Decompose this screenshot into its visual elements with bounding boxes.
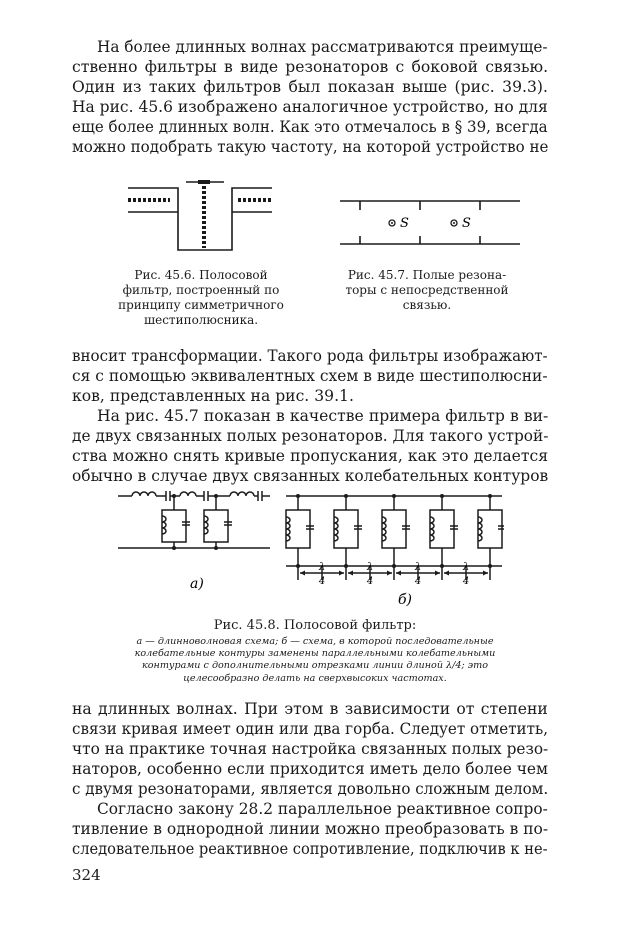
para1-line: ственно фильтры в виде резонаторов с боковой связью. bbox=[72, 58, 549, 76]
para4-line: на длинных волнах. При этом в зависимости от степени bbox=[72, 700, 548, 718]
lambda-label: λ bbox=[366, 562, 374, 573]
para1-line: Один из таких фильтров был показан выше (рис. 39.3). bbox=[72, 78, 548, 96]
figure-45-8b-label: б) bbox=[398, 592, 413, 608]
caption-line: связью. bbox=[402, 298, 452, 312]
para5-line: следовательное реактивное сопротивление, подключив к не- bbox=[72, 840, 548, 858]
para4-line: что на практике точная настройка связанных полых резо- bbox=[72, 740, 549, 758]
lambda-label: 4 bbox=[366, 576, 374, 587]
resonator-1-label: S bbox=[400, 216, 409, 231]
note-line: колебательные контуры заменены параллельными колебательными bbox=[134, 648, 496, 660]
page-number: 324 bbox=[72, 866, 101, 884]
lambda-label: λ bbox=[318, 562, 326, 573]
para2-line: ся с помощью эквивалентных схем в виде шестиполюсни- bbox=[72, 367, 548, 385]
note-line: а — длинноволновая схема; б — схема, в которой последовательные bbox=[136, 636, 494, 647]
para3-line: обычно в случае двух связанных колебательных контуров bbox=[72, 467, 549, 485]
lambda-label: 4 bbox=[462, 576, 470, 587]
para4-line: связи кривая имеет один или два горба. Следует отметить, bbox=[72, 720, 549, 738]
para1-line: На рис. 45.6 изображено аналогичное устройство, но для bbox=[72, 98, 548, 116]
caption-line: торы с непосредственной bbox=[345, 283, 509, 297]
resonator-2-label: S bbox=[462, 216, 471, 231]
figure-45-8a-label: а) bbox=[190, 576, 204, 592]
para1-line: На более длинных волнах рассматриваются преимуще- bbox=[97, 38, 548, 56]
figure-45-7-caption bbox=[332, 268, 522, 313]
figure-45-8b-drawing bbox=[286, 490, 508, 608]
figure-45-8a-drawing bbox=[118, 488, 278, 598]
caption-line: шестиполюсника. bbox=[143, 313, 259, 327]
figure-45-8-title: Рис. 45.8. Полосовой фильтр: bbox=[213, 618, 417, 633]
figure-45-7-drawing bbox=[340, 196, 520, 256]
para4-line: наторов, особенно если приходится иметь дело более чем bbox=[72, 760, 549, 778]
para3-line: де двух связанных полых резонаторов. Для такого устрой- bbox=[72, 427, 549, 445]
note-line: контурами с дополнительными отрезками линии длиной λ/4; это bbox=[142, 660, 488, 672]
para5-line: Согласно закону 28.2 параллельное реактивное сопро- bbox=[97, 800, 548, 818]
lambda-label: 4 bbox=[318, 576, 326, 587]
lambda-label: λ bbox=[414, 562, 422, 573]
caption-line: принципу симметричного bbox=[118, 298, 284, 312]
lambda-label: λ bbox=[462, 562, 470, 573]
para4-line: с двумя резонаторами, является довольно сложным делом. bbox=[72, 780, 549, 798]
para3-line: На рис. 45.7 показан в качестве примера фильтр в ви- bbox=[97, 407, 549, 425]
caption-line: Рис. 45.6. Полосовой bbox=[134, 268, 268, 282]
para3-line: ства можно снять кривые пропускания, как это делается bbox=[72, 447, 549, 465]
para5-line: тивление в однородной линии можно преобразовать в по- bbox=[72, 820, 549, 838]
figure-45-8-note bbox=[90, 636, 540, 685]
para2-line: ков, представленных на рис. 39.1. bbox=[72, 387, 354, 405]
caption-line: фильтр, построенный по bbox=[122, 283, 280, 297]
figure-45-6-caption bbox=[106, 268, 296, 328]
para2-line: вносит трансформации. Такого рода фильтры изображают- bbox=[72, 347, 548, 365]
caption-line: Рис. 45.7. Полые резона- bbox=[347, 268, 507, 282]
para1-line: еще более длинных волн. Как это отмечалось в § 39, всегда bbox=[72, 118, 548, 136]
lambda-label: 4 bbox=[414, 576, 422, 587]
figure-45-6-drawing bbox=[120, 176, 280, 256]
note-line: целесообразно делать на сверхвысоких частотах. bbox=[183, 672, 447, 684]
para1-line: можно подобрать такую частоту, на которой устройство не bbox=[72, 138, 549, 156]
